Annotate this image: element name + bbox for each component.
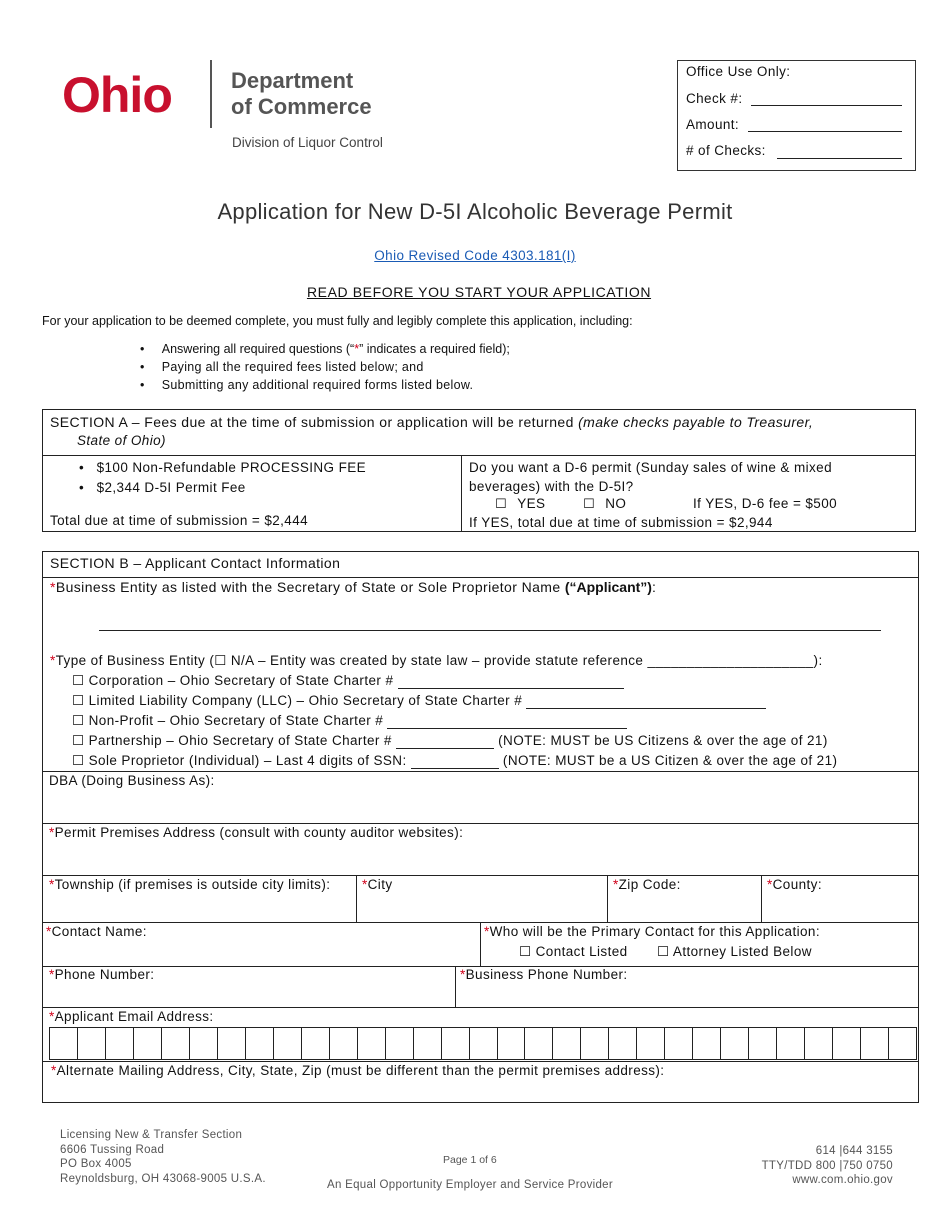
amount-label: Amount: — [686, 117, 740, 132]
section-a-divider — [461, 455, 462, 531]
office-use-box — [677, 60, 916, 171]
section-b-heading: SECTION B – Applicant Contact Information — [50, 555, 341, 571]
email-char-cell[interactable] — [162, 1028, 190, 1059]
email-char-cell[interactable] — [889, 1028, 916, 1059]
alternate-mailing-label — [51, 1063, 664, 1078]
contact-name-field[interactable] — [42, 922, 481, 967]
footer-tty: TTY/TDD 800 |750 0750 — [761, 1159, 893, 1172]
footer-phone: 614 |644 3155 — [815, 1145, 893, 1157]
email-char-cell[interactable] — [134, 1028, 162, 1059]
section-a-heading-line-1 — [50, 414, 813, 430]
email-char-cell[interactable] — [414, 1028, 442, 1059]
d6-options — [495, 496, 545, 512]
email-char-cell[interactable] — [50, 1028, 78, 1059]
email-char-cell[interactable] — [106, 1028, 134, 1059]
num-checks-line — [777, 158, 902, 159]
option-sole-proprietor[interactable] — [72, 753, 837, 769]
option-sole-note: (NOTE: MUST be a US Citizen & over the age of 21) — [502, 753, 838, 768]
footer-website[interactable]: www.com.ohio.gov — [792, 1174, 893, 1186]
email-label-text: Applicant Email Address: — [54, 1009, 214, 1024]
contact-name-label — [46, 924, 147, 939]
email-char-cell[interactable] — [805, 1028, 833, 1059]
d6-yes-label: YES — [517, 496, 546, 511]
zip-field[interactable] — [607, 875, 762, 923]
num-checks-label: # of Checks: — [686, 143, 766, 158]
bullet-3: Submitting any additional required forms listed below. — [161, 378, 474, 392]
section-a-note-2: State of Ohio) — [77, 433, 166, 448]
d6-no-option — [583, 496, 626, 512]
required-star: * — [50, 653, 56, 668]
business-phone-label — [460, 967, 628, 982]
email-char-cell[interactable] — [190, 1028, 218, 1059]
email-char-cell[interactable] — [553, 1028, 581, 1059]
email-char-cell[interactable] — [358, 1028, 386, 1059]
email-char-cell[interactable] — [637, 1028, 665, 1059]
required-star: * — [354, 342, 360, 356]
email-char-cell[interactable] — [581, 1028, 609, 1059]
bullet-1-pre: Answering all required questions (“ — [161, 342, 355, 356]
ssn-line[interactable] — [411, 768, 499, 769]
office-use-title: Office Use Only: — [686, 64, 791, 79]
footer-address-line-1: Licensing New & Transfer Section — [60, 1129, 243, 1141]
ohio-logo — [62, 66, 172, 124]
entity-label-bold: (“Applicant”) — [564, 579, 652, 595]
premises-label-text: Permit Premises Address (consult with county auditor websites): — [54, 825, 464, 840]
entity-label — [50, 579, 656, 595]
premises-label — [49, 825, 463, 840]
option-nonprofit[interactable] — [72, 713, 627, 729]
email-char-cell[interactable] — [442, 1028, 470, 1059]
footer-eeo: An Equal Opportunity Employer and Service Provider — [326, 1179, 614, 1191]
option-partnership-note: (NOTE: MUST be US Citizens & over the age of 21) — [498, 733, 828, 748]
email-char-cell[interactable] — [386, 1028, 414, 1059]
alternate-mailing-field[interactable] — [42, 1061, 919, 1103]
option-sole-label: ☐ Sole Proprietor (Individual) – Last 4 digits of SSN: — [72, 753, 407, 768]
primary-contact-label — [484, 924, 820, 939]
email-char-cell[interactable] — [665, 1028, 693, 1059]
township-label-text: Township (if premises is outside city limits): — [54, 877, 331, 892]
phone-field[interactable] — [42, 966, 456, 1008]
email-label — [49, 1009, 214, 1024]
d6-question — [469, 458, 832, 496]
email-char-cell[interactable] — [693, 1028, 721, 1059]
required-star: * — [49, 1009, 55, 1024]
amount-line — [748, 131, 902, 132]
d6-yes-checkbox[interactable]: ☐ — [495, 497, 508, 512]
list-item: • $100 Non-Refundable PROCESSING FEE — [79, 460, 367, 475]
required-star: * — [767, 877, 773, 892]
option-llc[interactable] — [72, 693, 766, 709]
contact-name-label-text: Contact Name: — [51, 924, 147, 939]
email-char-grid[interactable] — [49, 1027, 917, 1060]
footer-address — [60, 1128, 266, 1186]
total-due: Total due at time of submission = $2,444 — [50, 513, 309, 528]
dba-label: DBA (Doing Business As): — [49, 773, 215, 788]
nonprofit-charter-line[interactable] — [387, 728, 627, 729]
ohio-revised-code-link[interactable]: Ohio Revised Code 4303.181(I) — [374, 248, 576, 263]
contact-listed-option[interactable]: ☐ Contact Listed — [519, 944, 628, 959]
email-char-cell[interactable] — [498, 1028, 526, 1059]
required-star: * — [50, 579, 56, 595]
section-a-heading: SECTION A – Fees due at the time of submission or application will be returned — [50, 414, 574, 430]
phone-label — [49, 967, 154, 982]
section-a-note-1: (make checks payable to Treasurer, — [578, 414, 814, 430]
d6-question-line-2: beverages) with the D-5I? — [469, 479, 634, 494]
footer-address-line-4: Reynoldsburg, OH 43068-9005 U.S.A. — [60, 1172, 266, 1185]
d6-fee: If YES, D-6 fee = $500 — [693, 496, 838, 511]
email-char-cell[interactable] — [330, 1028, 358, 1059]
section-a-header — [43, 410, 915, 456]
partnership-charter-line[interactable] — [396, 748, 494, 749]
footer-address-line-2: 6606 Tussing Road — [60, 1143, 165, 1156]
requirements-list — [140, 340, 510, 394]
entity-type-text: Type of Business Entity (☐ N/A – Entity was created by state law – provide statute reference _____________________): — [55, 653, 823, 668]
section-a — [42, 409, 916, 532]
footer-contact — [762, 1144, 893, 1188]
primary-contact-field — [480, 922, 919, 967]
email-char-cell[interactable] — [861, 1028, 889, 1059]
email-char-cell[interactable] — [274, 1028, 302, 1059]
premises-address-field[interactable] — [42, 823, 919, 876]
required-star: * — [460, 967, 466, 982]
fee-processing: $100 Non-Refundable PROCESSING FEE — [96, 460, 367, 475]
page-title: Application for New D-5I Alcoholic Beverage Permit — [217, 199, 733, 224]
zip-label — [613, 877, 681, 892]
option-partnership[interactable] — [72, 733, 828, 749]
required-star: * — [362, 877, 368, 892]
email-char-cell[interactable] — [721, 1028, 749, 1059]
bullet-1-post: ” indicates a required field); — [359, 342, 510, 356]
required-star: * — [484, 924, 490, 939]
required-star: * — [49, 967, 55, 982]
dept-line-2: of Commerce — [231, 94, 372, 119]
email-char-cell[interactable] — [78, 1028, 106, 1059]
section-b-top — [42, 551, 919, 772]
fee-list — [79, 458, 366, 498]
option-partnership-label: ☐ Partnership – Ohio Secretary of State Charter # — [72, 733, 392, 748]
township-field[interactable] — [42, 875, 357, 923]
corporation-charter-line[interactable] — [398, 688, 624, 689]
required-star: * — [51, 1063, 57, 1078]
ohio-logo-word: Ohio — [62, 67, 172, 123]
required-star: * — [49, 825, 55, 840]
page-number: Page 1 of 6 — [443, 1154, 497, 1166]
zip-label-text: Zip Code: — [618, 877, 681, 892]
check-number-line — [751, 105, 902, 106]
email-char-cell[interactable] — [302, 1028, 330, 1059]
footer-address-line-3: PO Box 4005 — [60, 1158, 132, 1170]
email-char-cell[interactable] — [749, 1028, 777, 1059]
read-before-heading: READ BEFORE YOU START YOUR APPLICATION — [306, 284, 652, 300]
email-char-cell[interactable] — [525, 1028, 553, 1059]
county-label-text: County: — [772, 877, 822, 892]
email-char-cell[interactable] — [246, 1028, 274, 1059]
entity-type-label — [50, 653, 823, 669]
option-corporation[interactable] — [72, 673, 624, 689]
check-number-label: Check #: — [686, 91, 743, 106]
list-item: • Answering all required questions (“*” indicates a required field); — [140, 342, 510, 356]
required-star: * — [49, 877, 55, 892]
required-star: * — [613, 877, 619, 892]
logo-divider — [210, 60, 212, 128]
required-star: * — [46, 924, 52, 939]
attorney-listed-option[interactable]: ☐ Attorney Listed Below — [657, 944, 812, 959]
city-field[interactable] — [356, 875, 608, 923]
business-phone-field[interactable] — [455, 966, 919, 1008]
intro-text: For your application to be deemed complete, you must fully and legibly complete this application, including: — [42, 314, 633, 328]
fee-permit: $2,344 D-5I Permit Fee — [96, 480, 246, 495]
dept-line-1: Department — [231, 68, 354, 93]
email-char-cell[interactable] — [833, 1028, 861, 1059]
d6-no-checkbox[interactable]: ☐ — [583, 497, 596, 512]
business-phone-label-text: Business Phone Number: — [465, 967, 628, 982]
entity-label-text: Business Entity as listed with the Secretary of State or Sole Proprietor Name — [55, 579, 561, 595]
d6-total: If YES, total due at time of submission = $2,944 — [469, 515, 773, 530]
llc-charter-line[interactable] — [526, 708, 766, 709]
alternate-mailing-label-text: Alternate Mailing Address, City, State, Zip (must be different than the permit premises address): — [56, 1063, 665, 1078]
option-corporation-label: ☐ Corporation – Ohio Secretary of State Charter # — [72, 673, 394, 688]
list-item: • Submitting any additional required forms listed below. — [140, 378, 474, 392]
email-char-cell[interactable] — [777, 1028, 805, 1059]
bullet-2: Paying all the required fees listed below; and — [161, 360, 424, 374]
email-field — [42, 1007, 919, 1062]
city-label-text: City — [367, 877, 393, 892]
section-b-header — [43, 552, 918, 578]
list-item: • Paying all the required fees listed below; and — [140, 360, 424, 374]
list-item: • $2,344 D-5I Permit Fee — [79, 480, 246, 495]
dba-field[interactable] — [42, 771, 919, 824]
option-nonprofit-label: ☐ Non-Profit – Ohio Secretary of State Charter # — [72, 713, 384, 728]
email-char-cell[interactable] — [470, 1028, 498, 1059]
division-name: Division of Liquor Control — [232, 135, 383, 150]
email-char-cell[interactable] — [218, 1028, 246, 1059]
township-label — [49, 877, 330, 892]
d6-no-label: NO — [605, 496, 627, 511]
email-char-cell[interactable] — [609, 1028, 637, 1059]
entity-label-colon: : — [651, 579, 657, 595]
county-field[interactable] — [761, 875, 919, 923]
option-llc-label: ☐ Limited Liability Company (LLC) – Ohio Secretary of State Charter # — [72, 693, 523, 708]
entity-name-line[interactable] — [99, 630, 881, 631]
city-label — [362, 877, 393, 892]
primary-contact-label-text: Who will be the Primary Contact for this Application: — [489, 924, 820, 939]
dept-name — [231, 68, 372, 120]
county-label — [767, 877, 822, 892]
phone-label-text: Phone Number: — [54, 967, 155, 982]
d6-question-line-1: Do you want a D-6 permit (Sunday sales of wine & mixed — [469, 460, 833, 475]
